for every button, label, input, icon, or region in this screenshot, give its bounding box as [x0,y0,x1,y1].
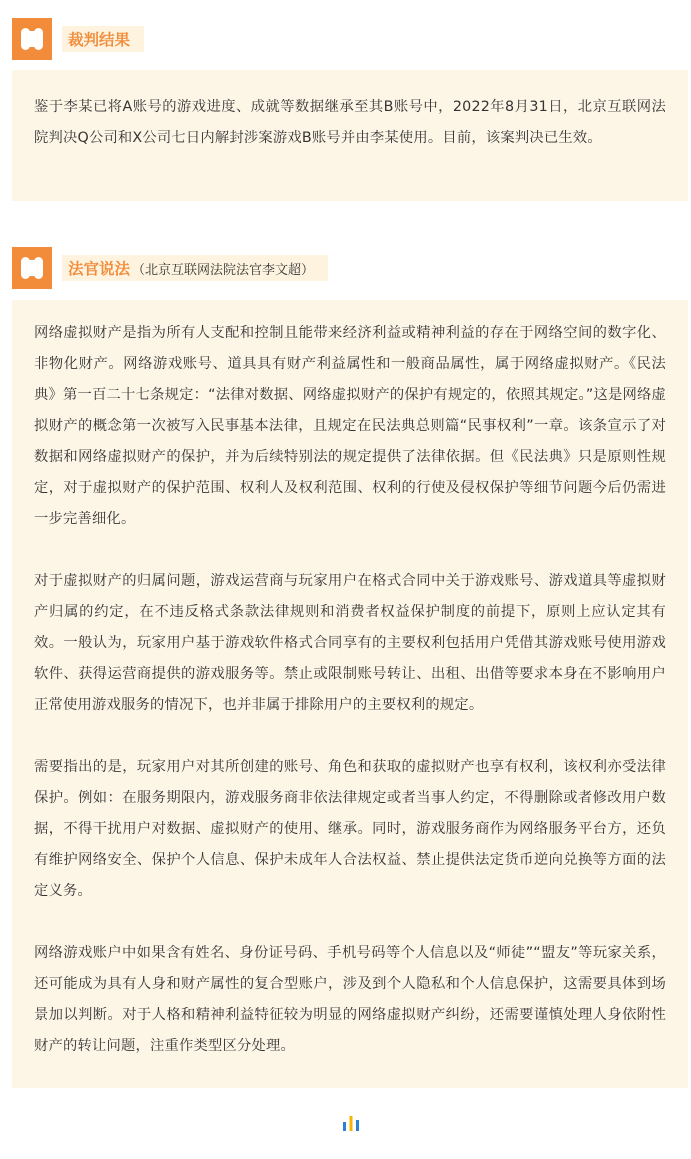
judge-comment-card [12,300,688,1088]
section-badge-icon [12,247,52,289]
section-title: 裁判结果 [68,31,131,49]
comment-paragraph: 需要指出的是，玩家用户对其所创建的账号、角色和获取的虚拟财产也享有权利，该权利亦受法律保护。例如：在服务期限内，游戏服务商非依法律规定或者当事人约定，不得删除或者修改用户数据，不得干扰用户对数据、虚拟财产的使用、继承。同时，游戏服务商作为网络服务平台方，还负有维护网络安全、保护个人信息、保护未成年人合法权益、禁止提供法定货币逆向兑换等方面的法定义务。 [34,759,666,899]
section-badge-icon [12,18,52,60]
comment-paragraph: 网络游戏账户中如果含有姓名、身份证号码、手机号码等个人信息以及“师徒”“盟友”等玩家关系，还可能成为具有人身和财产属性的复合型账户，涉及到个人隐私和个人信息保护，这需要具体到场景加以判断。对于人格和精神利益特征较为明显的网络虚拟财产纠纷，还需要谨慎处理人身依附性财产的转让问题，注重作类型区分处理。 [34,945,666,1054]
section-subtitle: （北京互联网法院法官李文超） [132,262,315,278]
judge-comment-title-bar [62,255,328,281]
bar-chart-logo-icon [341,1113,361,1133]
comment-paragraph: 对于虚拟财产的归属问题，游戏运营商与玩家用户在格式合同中关于游戏账号、游戏道具等虚拟财产归属的约定，在不违反格式条款法律规则和消费者权益保护制度的前提下，原则上应认定其有效。一般认为，玩家用户基于游戏软件格式合同享有的主要权利包括用户凭借其游戏账号使用游戏软件、获得运营商提供的游戏服务等。禁止或限制账号转让、出租、出借等要求本身在不影响用户正常使用游戏服务的情况下，也并非属于排除用户的主要权利的规定。 [34,573,666,713]
section-title: 法官说法 [68,260,131,278]
comment-paragraph: 网络虚拟财产是指为所有人支配和控制且能带来经济利益或精神利益的存在于网络空间的数字化、非物化财产。网络游戏账号、道具具有财产利益属性和一般商品属性，属于网络虚拟财产。《民法典》第一百二十七条规定：“法律对数据、网络虚拟财产的保护有规定的，依照其规定。”这是网络虚拟财产的概念第一次被写入民事基本法律，且规定在民法典总则篇“民事权利”一章。该条宣示了对数据和网络虚拟财产的保护，并为后续特别法的规定提供了法律依据。但《民法典》只是原则性规定，对于虚拟财产的保护范围、权利人及权利范围、权利的行使及侵权保护等细节问题今后仍需进一步完善细化。 [34,325,666,527]
judge-comment-header [12,247,328,289]
verdict-title-bar [62,26,144,52]
verdict-paragraph: 鉴于李某已将A账号的游戏进度、成就等数据继承至其B账号中，2022年8月31日，北京互联网法院判决Q公司和X公司七日内解封涉案游戏B账号并由李某使用。目前，该案判决已生效。 [34,99,666,146]
verdict-card [12,70,688,201]
verdict-header [12,18,144,60]
